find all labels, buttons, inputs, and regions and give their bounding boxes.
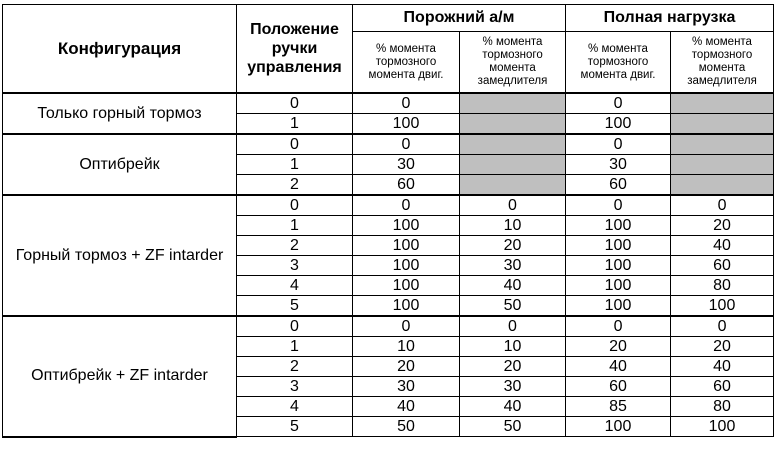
position-cell: 0 <box>237 93 353 114</box>
header-lever-position: Положение ручки управления <box>237 5 353 94</box>
subheader-empty-retarder-torque: % момента тормозного момента замедлителя <box>460 32 566 94</box>
header-full-load: Полная нагрузка <box>566 5 774 32</box>
position-cell: 4 <box>237 397 353 417</box>
value-cell: 0 <box>460 316 566 337</box>
value-cell: 100 <box>566 114 671 135</box>
value-cell: 40 <box>460 397 566 417</box>
shaded-empty-cell <box>671 134 774 155</box>
shaded-empty-cell <box>671 155 774 175</box>
value-cell: 60 <box>353 175 460 196</box>
value-cell: 80 <box>671 276 774 296</box>
value-cell: 40 <box>566 357 671 377</box>
value-cell: 0 <box>671 195 774 216</box>
value-cell: 85 <box>566 397 671 417</box>
value-cell: 50 <box>460 296 566 317</box>
position-cell: 2 <box>237 236 353 256</box>
configuration-cell: Только горный тормоз <box>3 93 237 134</box>
value-cell: 0 <box>353 195 460 216</box>
value-cell: 60 <box>671 377 774 397</box>
value-cell: 80 <box>671 397 774 417</box>
subheader-full-retarder-torque: % момента тормозного момента замедлителя <box>671 32 774 94</box>
subheader-empty-engine-torque: % момента тормозного момента двиг. <box>353 32 460 94</box>
header-configuration: Конфигурация <box>3 5 237 94</box>
value-cell: 50 <box>460 417 566 437</box>
position-cell: 0 <box>237 195 353 216</box>
shaded-empty-cell <box>460 175 566 196</box>
value-cell: 100 <box>353 256 460 276</box>
shaded-empty-cell <box>460 93 566 114</box>
value-cell: 30 <box>353 377 460 397</box>
position-cell: 3 <box>237 377 353 397</box>
value-cell: 0 <box>353 93 460 114</box>
configuration-cell: Оптибрейк <box>3 134 237 195</box>
value-cell: 100 <box>353 216 460 236</box>
value-cell: 50 <box>353 417 460 437</box>
value-cell: 40 <box>460 276 566 296</box>
value-cell: 100 <box>566 276 671 296</box>
shaded-empty-cell <box>671 93 774 114</box>
value-cell: 10 <box>460 216 566 236</box>
position-cell: 4 <box>237 276 353 296</box>
shaded-empty-cell <box>460 114 566 135</box>
value-cell: 100 <box>671 417 774 437</box>
value-cell: 40 <box>353 397 460 417</box>
position-cell: 1 <box>237 155 353 175</box>
value-cell: 20 <box>353 357 460 377</box>
shaded-empty-cell <box>671 175 774 196</box>
table-row <box>3 134 774 155</box>
position-cell: 1 <box>237 337 353 357</box>
value-cell: 100 <box>566 417 671 437</box>
shaded-empty-cell <box>671 114 774 135</box>
value-cell: 0 <box>353 316 460 337</box>
value-cell: 30 <box>460 377 566 397</box>
value-cell: 0 <box>353 134 460 155</box>
subheader-full-engine-torque: % момента тормозного момента двиг. <box>566 32 671 94</box>
value-cell: 100 <box>353 114 460 135</box>
value-cell: 20 <box>566 337 671 357</box>
value-cell: 0 <box>566 195 671 216</box>
value-cell: 20 <box>671 337 774 357</box>
value-cell: 20 <box>671 216 774 236</box>
position-cell: 2 <box>237 175 353 196</box>
value-cell: 30 <box>353 155 460 175</box>
table-row <box>3 93 774 114</box>
value-cell: 40 <box>671 357 774 377</box>
value-cell: 20 <box>460 236 566 256</box>
value-cell: 0 <box>566 93 671 114</box>
position-cell: 1 <box>237 216 353 236</box>
value-cell: 60 <box>566 377 671 397</box>
header-empty-vehicle: Порожний а/м <box>353 5 566 32</box>
position-cell: 3 <box>237 256 353 276</box>
position-cell: 1 <box>237 114 353 135</box>
value-cell: 100 <box>353 276 460 296</box>
value-cell: 10 <box>353 337 460 357</box>
value-cell: 100 <box>566 236 671 256</box>
position-cell: 5 <box>237 296 353 317</box>
position-cell: 0 <box>237 316 353 337</box>
table-row <box>3 195 774 216</box>
configuration-cell: Оптибрейк + ZF intarder <box>3 316 237 437</box>
table-row <box>3 316 774 337</box>
position-cell: 5 <box>237 417 353 437</box>
value-cell: 0 <box>460 195 566 216</box>
value-cell: 20 <box>460 357 566 377</box>
value-cell: 10 <box>460 337 566 357</box>
value-cell: 100 <box>566 256 671 276</box>
value-cell: 60 <box>566 175 671 196</box>
value-cell: 40 <box>671 236 774 256</box>
shaded-empty-cell <box>460 134 566 155</box>
value-cell: 0 <box>566 134 671 155</box>
value-cell: 100 <box>566 296 671 317</box>
value-cell: 100 <box>566 216 671 236</box>
configuration-cell: Горный тормоз + ZF intarder <box>3 195 237 316</box>
value-cell: 100 <box>353 236 460 256</box>
value-cell: 30 <box>566 155 671 175</box>
position-cell: 0 <box>237 134 353 155</box>
position-cell: 2 <box>237 357 353 377</box>
value-cell: 30 <box>460 256 566 276</box>
value-cell: 100 <box>353 296 460 317</box>
value-cell: 100 <box>671 296 774 317</box>
shaded-empty-cell <box>460 155 566 175</box>
value-cell: 0 <box>566 316 671 337</box>
braking-torque-table <box>2 4 774 438</box>
value-cell: 0 <box>671 316 774 337</box>
value-cell: 60 <box>671 256 774 276</box>
